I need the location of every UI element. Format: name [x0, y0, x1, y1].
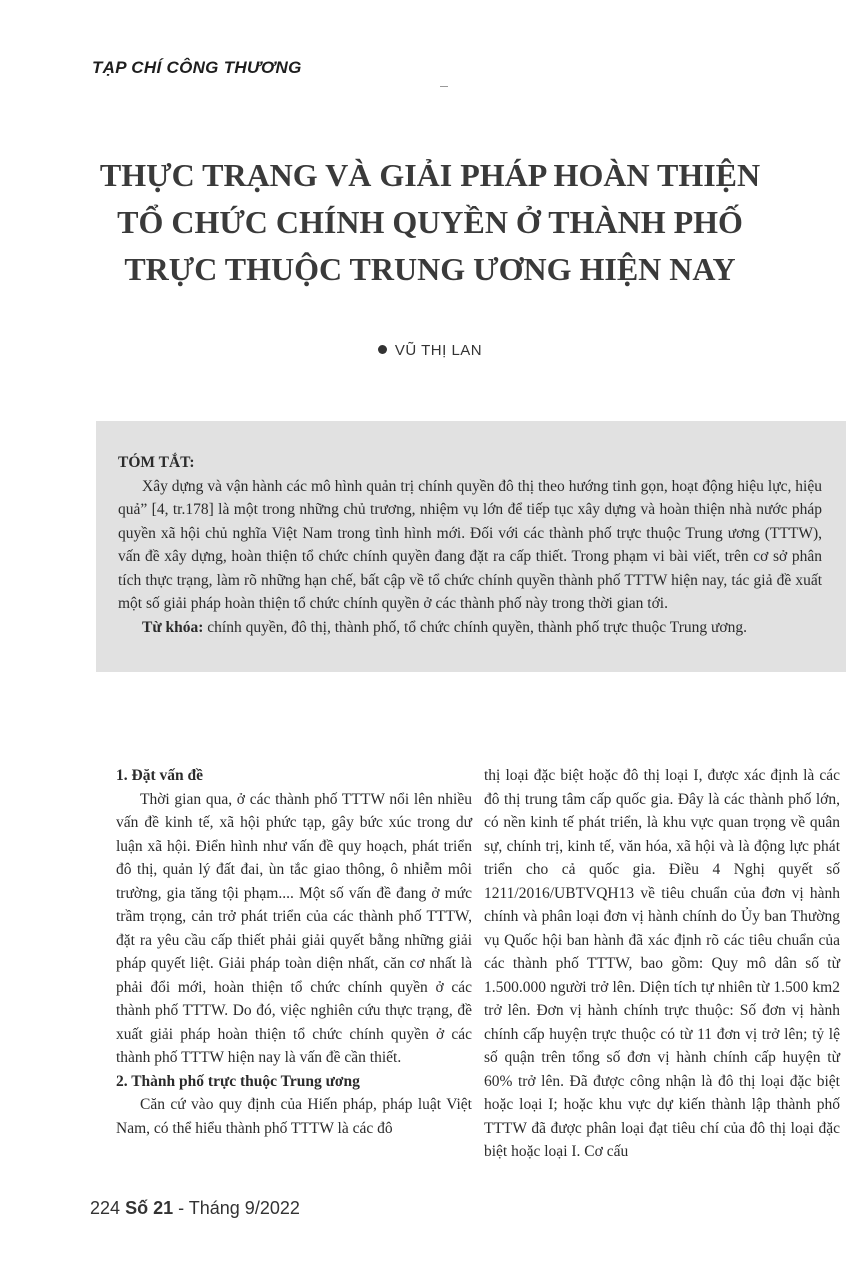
author-line: [0, 342, 860, 359]
paragraph: thị loại đặc biệt hoặc đô thị loại I, được xác định là các đô thị trung tâm cấp quốc gia. Đây là các thành phố lớn, có nền kinh tế phát triển, là khu vực quan trọng về quân sự, chính trị, kinh tế, văn hóa, xã hội và là động lực phát triển cho cả quốc gia. Điều 4 Nghị quyết số 1211/2016/UBTVQH13 về tiêu chuẩn của đơn vị hành chính và phân loại đơn vị hành chính do Ủy ban Thường vụ Quốc hội ban hành đã xác định rõ các tiêu chuẩn của các thành phố TTTW, bao gồm: Quy mô dân số từ 1.500.000 người trở lên. Diện tích tự nhiên từ 1.500 km2 trở lên. Đơn vị hành chính trực thuộc: Số đơn vị hành chính cấp huyện trực thuộc có từ 11 đơn vị trở lên; tỷ lệ số quận trên tổng số đơn vị hành chính cấp huyện từ 60% trở lên. Đã được công nhận là đô thị loại đặc biệt hoặc loại I; hoặc khu vực dự kiến thành lập thành phố TTTW đã được phân loại đạt tiêu chí của đô thị loại đặc biệt hoặc loại I. Cơ cấu: [484, 767, 840, 1160]
author-name: VŨ THỊ LAN: [394, 342, 483, 359]
section-heading: 2. Thành phố trực thuộc Trung ương: [116, 1072, 360, 1090]
article-title: [60, 152, 800, 293]
title-line: THỰC TRẠNG VÀ GIẢI PHÁP HOÀN THIỆN: [99, 157, 761, 193]
journal-name: TẠP CHÍ CÔNG THƯƠNG: [92, 58, 302, 77]
page-footer: [90, 1198, 300, 1219]
bullet-icon: [378, 345, 387, 354]
title-line: TRỰC THUỘC TRUNG ƯƠNG HIỆN NAY: [124, 251, 736, 287]
keywords-label: Từ khóa:: [142, 618, 204, 636]
keywords-text: chính quyền, đô thị, thành phố, tổ chức chính quyền, thành phố trực thuộc Trung ương.: [203, 618, 747, 636]
keywords: [118, 616, 822, 640]
right-column: [484, 764, 840, 1164]
abstract-heading: TÓM TẮT:: [118, 454, 195, 471]
issue-number: Số 21: [125, 1198, 174, 1218]
header-divider: [440, 86, 448, 87]
abstract-body: Xây dựng và vận hành các mô hình quản trị chính quyền đô thị theo hướng tinh gọn, hoạt động hiệu lực, hiệu quả” [4, tr.178] là một trong những chủ trương, nhiệm vụ lớn để tiếp tục xây dựng và hoàn thiện nhà nước pháp quyền xã hội chủ nghĩa Việt Nam trong tình hình mới. Đối với các thành phố trực thuộc Trung ương (TTTW), vấn đề xây dựng, hoàn thiện tổ chức chính quyền đang đặt ra cấp thiết. Trong phạm vi bài viết, trên cơ sở phân tích thực trạng, làm rõ những hạn chế, bất cập về tổ chức chính quyền thành phố TTTW hiện nay, tác giả đề xuất một số giải pháp hoàn thiện tổ chức chính quyền ở các thành phố này trong thời gian tới.: [118, 477, 822, 612]
abstract-box: [96, 421, 846, 672]
issue-date: - Tháng 9/2022: [173, 1198, 300, 1218]
section-heading: 1. Đặt vấn đề: [116, 767, 203, 784]
title-line: TỔ CHỨC CHÍNH QUYỀN Ở THÀNH PHỐ: [117, 204, 743, 240]
left-column: [116, 764, 472, 1140]
paragraph: Căn cứ vào quy định của Hiến pháp, pháp luật Việt Nam, có thể hiểu thành phố TTTW là các đô: [116, 1096, 472, 1137]
page-number: 224: [90, 1198, 121, 1218]
paragraph: Thời gian qua, ở các thành phố TTTW nổi lên nhiều vấn đề kinh tế, xã hội phức tạp, gây bức xúc trong dư luận xã hội. Điển hình như vấn đề quy hoạch, phát triển đô thị, quản lý đất đai, ùn tắc giao thông, ô nhiễm môi trường, gia tăng tội phạm.... Một số vấn đề đang ở mức trầm trọng, cản trở phát triển của các thành phố TTTW, đặt ra yêu cầu cấp thiết phải giải quyết bằng những giải pháp quyết liệt. Giải pháp toàn diện nhất, căn cơ nhất là phải đổi mới, hoàn thiện tổ chức chính quyền ở các thành phố TTTW. Do đó, việc nghiên cứu thực trạng, đề xuất giải pháp hoàn thiện tổ chức chính quyền ở các thành phố TTTW hiện nay là vấn đề cần thiết.: [116, 790, 472, 1066]
